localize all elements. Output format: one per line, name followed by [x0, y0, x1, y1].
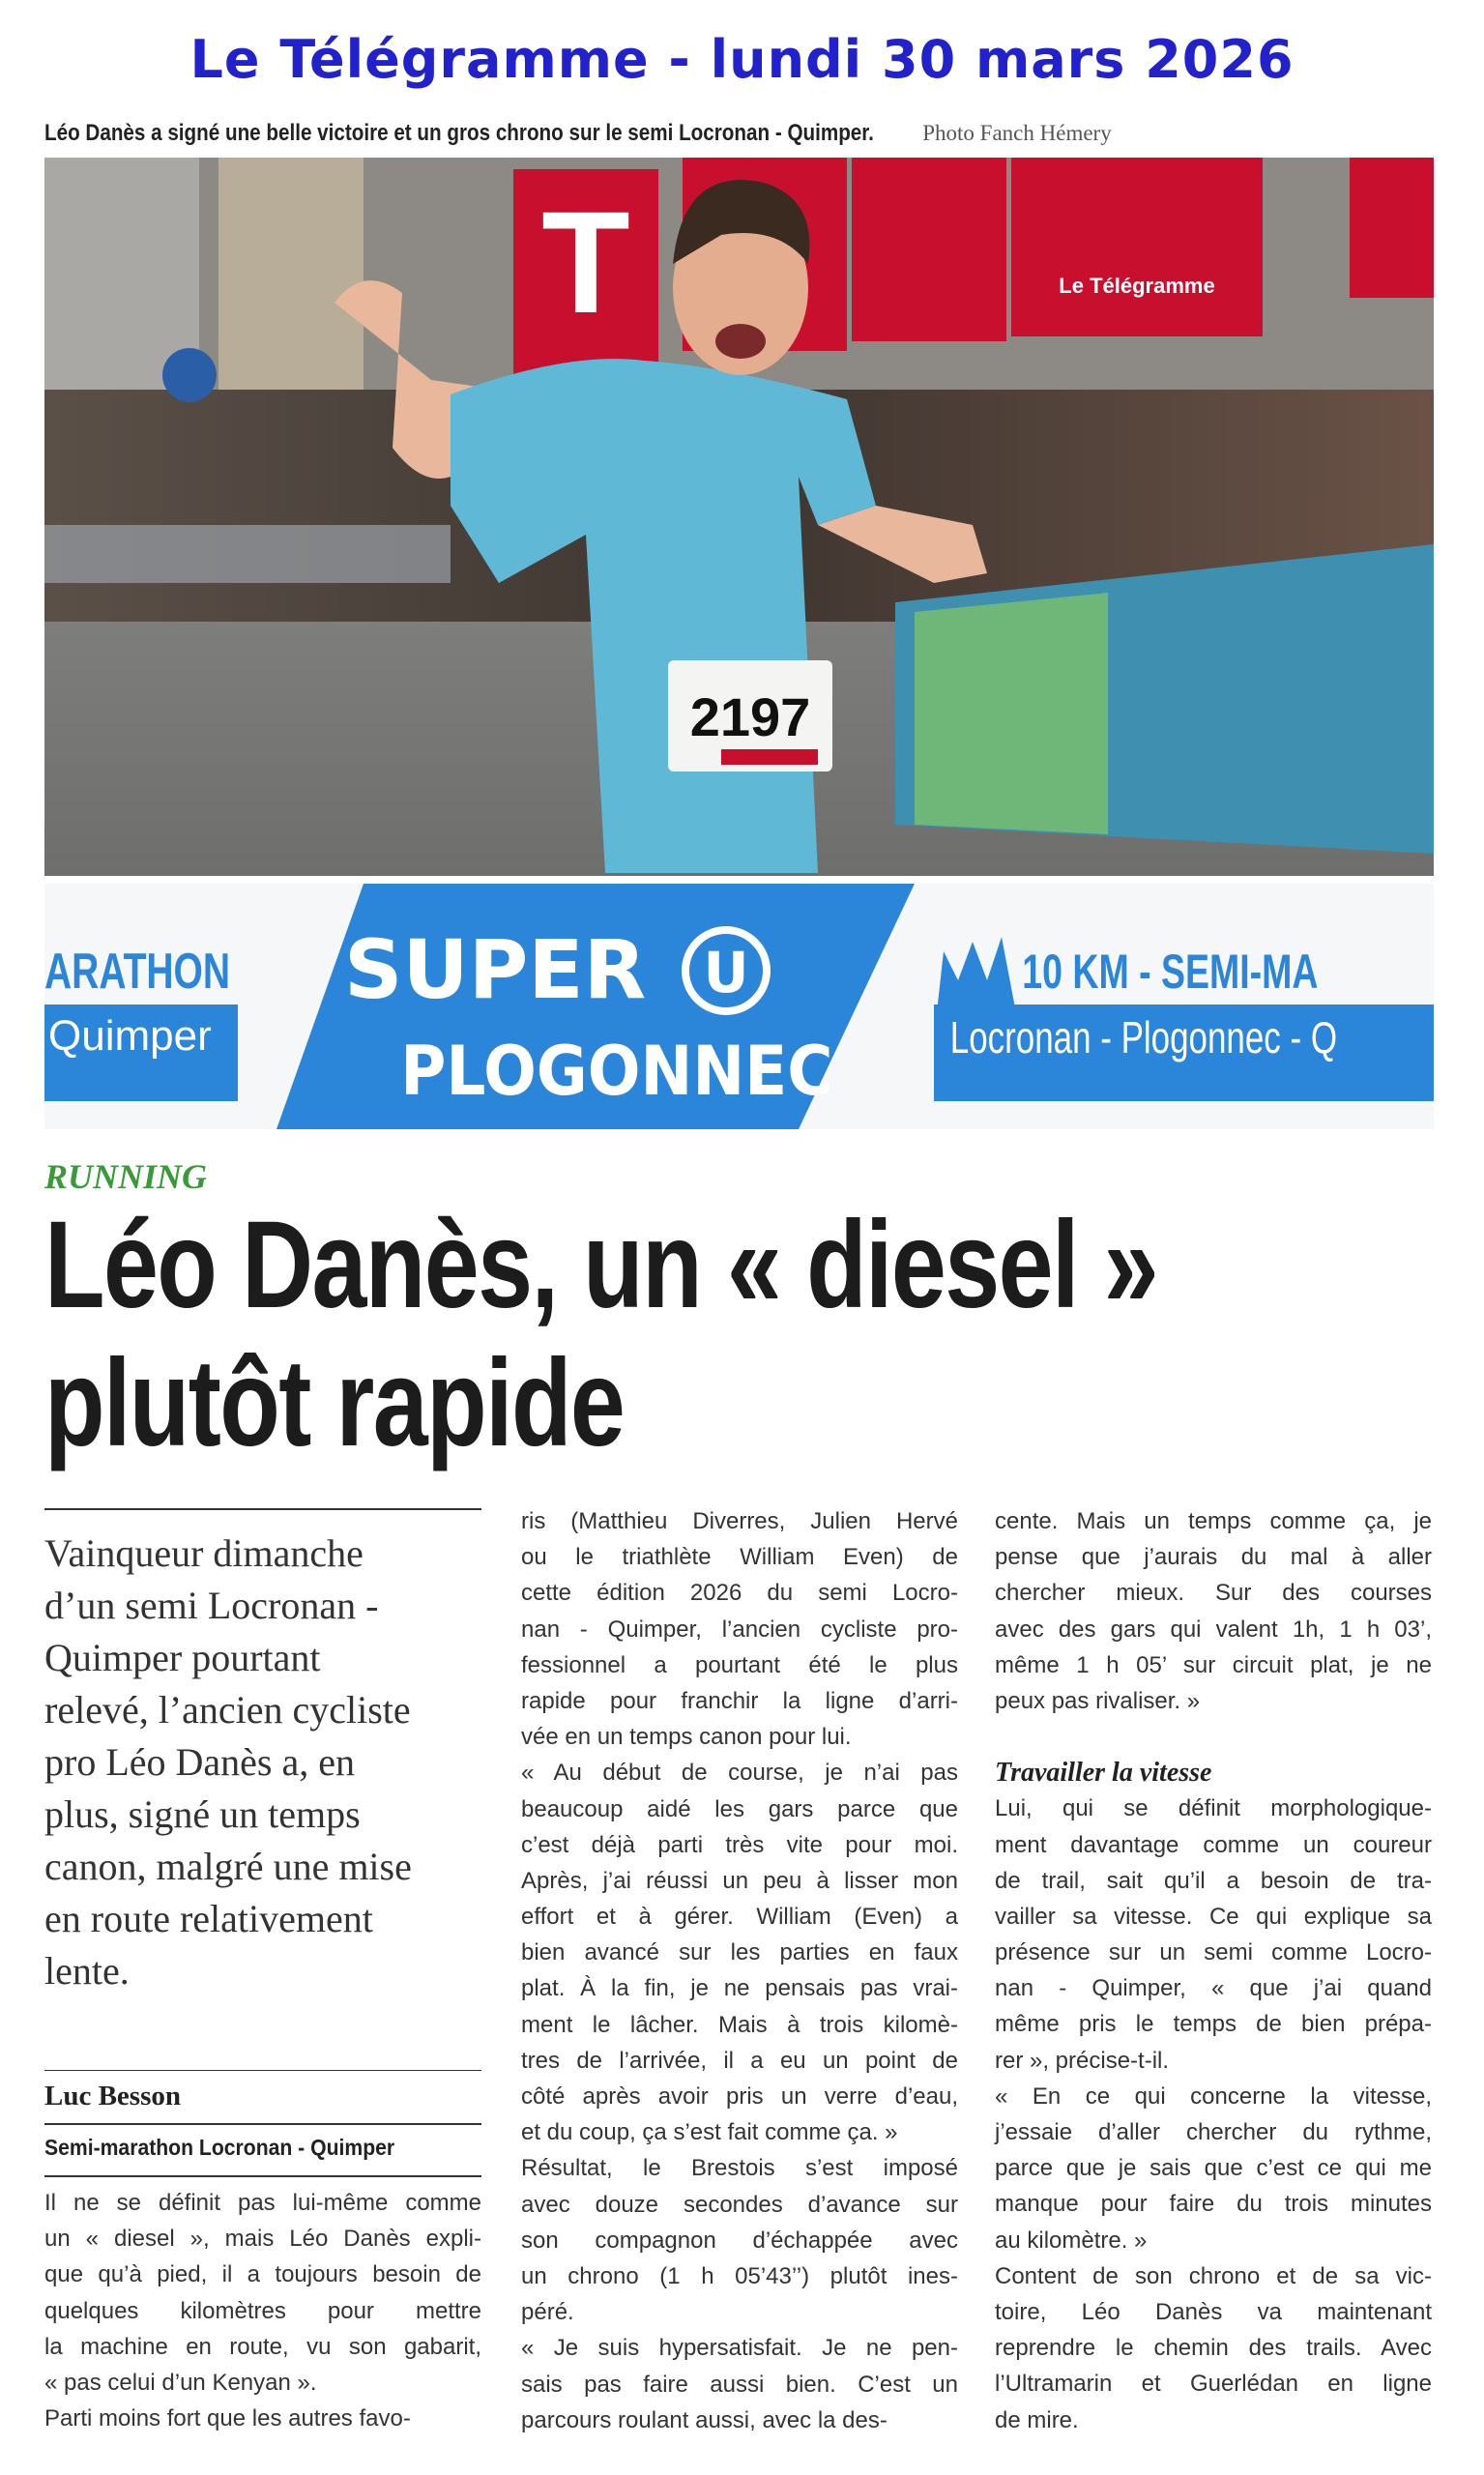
text-line: même 1 h 05’ sur circuit plat, je ne [995, 1651, 1432, 1678]
banner-center-line1: SUPER [344, 922, 647, 1017]
sign-letter: T [541, 181, 630, 343]
text-line: plat. À la fin, je ne pensais pas vrai- [521, 1975, 958, 2002]
banner-right-line1: 10 KM - SEMI-MA [1022, 945, 1319, 1000]
lead-line: lente. [44, 1949, 130, 1993]
headline-line2: plutôt rapide [44, 1334, 625, 1472]
event-name: Semi-marathon Locronan - Quimper [44, 2135, 395, 2160]
banner-center-line2: PLOGONNEC [400, 1032, 833, 1111]
text-line: « Au début de course, je n’ai pas [521, 1760, 958, 1787]
article-column-1 [44, 2185, 481, 2436]
text-line: l’Ultramarin et Guerlédan en ligne [995, 2371, 1432, 2398]
text-line: de trail, sait qu’il a besoin de tra- [995, 1867, 1432, 1894]
banner-left-line1: ARATHON [44, 942, 231, 1000]
text-line: ris (Matthieu Diverres, Julien Hervé [521, 1508, 958, 1534]
text-line: effort et à gérer. William (Even) a [521, 1904, 958, 1931]
banner-right-line2: Locronan - Plogonnec - Q [949, 1012, 1338, 1063]
lead-line: relevé, l’ancien cycliste [44, 1688, 411, 1732]
text-line: un « diesel », mais Léo Danès expli- [44, 2226, 481, 2253]
lead-line: d’un semi Locronan - [44, 1584, 379, 1627]
text-line: au kilomètre. » [995, 2227, 1148, 2254]
text-line: avec douze secondes d’avance sur [521, 2191, 958, 2218]
text-line: son compagnon d’échappée avec [521, 2227, 958, 2254]
divider [44, 2123, 481, 2125]
lead-line: plus, signé un temps [44, 1792, 361, 1836]
text-line: manque pour faire du trois minutes [995, 2191, 1432, 2218]
text-line: nan - Quimper, l’ancien cycliste pro- [521, 1616, 958, 1643]
text-line: parcours roulant aussi, avec la des- [521, 2406, 887, 2433]
subheading: Travailler la vitesse [995, 1758, 1212, 1789]
text-line: c’est déjà parti très vite pour moi. [521, 1831, 958, 1858]
text-line: peux pas rivaliser. » [995, 1687, 1201, 1714]
text-line: ment le lâcher. Mais à trois kilomè- [521, 2011, 958, 2038]
road-sign [162, 348, 217, 402]
photo-credit: Photo Fanch Hémery [922, 121, 1112, 145]
sign-text: Le Télégramme [1059, 274, 1215, 298]
text-line: « En ce qui concerne la vitesse, [995, 2082, 1432, 2110]
text-line: sais pas faire aussi bien. C’est un [521, 2371, 958, 2398]
text-line: fessionnel a pourtant été le plus [521, 1651, 958, 1678]
text-line: reprendre le chemin des trails. Avec [995, 2335, 1432, 2362]
text-line: péré. [521, 2299, 574, 2326]
banner-left-line2: Quimper [48, 1012, 212, 1060]
text-line: « pas celui d’un Kenyan ». [44, 2369, 317, 2396]
text-line: la machine en route, vu son gabarit, [44, 2333, 481, 2360]
divider [44, 1508, 481, 1510]
article-column-3 [995, 1503, 1432, 2438]
text-line: quelques kilomètres pour mettre [44, 2297, 481, 2324]
text-line: présence sur un semi comme Locro- [995, 1939, 1432, 1966]
article-photo [44, 158, 1434, 876]
text-line: Résultat, le Brestois s’est imposé [521, 2155, 958, 2182]
text-line: que qu’à pied, il a toujours besoin de [44, 2261, 481, 2288]
text-line: cette édition 2026 du semi Locro- [521, 1580, 958, 1607]
text-line: ou le triathlète William Even) de [521, 1544, 958, 1571]
article-lead [44, 1528, 481, 1997]
page-title: Le Télégramme - lundi 30 mars 2026 [189, 29, 1295, 90]
text-line: ment davantage comme un coureur [995, 1831, 1432, 1858]
article-column-2 [521, 1503, 958, 2438]
text-line: un chrono (1 h 05’43’’) plutôt ines- [521, 2262, 958, 2289]
lead-line: Vainqueur dimanche [44, 1531, 364, 1575]
rubric: RUNNING [44, 1157, 208, 1196]
text-line: même pris le temps de bien prépa- [995, 2011, 1432, 2038]
photo-caption [44, 120, 1112, 147]
headline-line1: Léo Danès, un « diesel » [44, 1196, 1157, 1334]
svg-text:U: U [703, 940, 749, 1005]
text-line: rapide pour franchir la ligne d’arri- [521, 1687, 958, 1714]
author-byline: Luc Besson [44, 2081, 182, 2111]
text-line: Content de son chrono et de sa vic- [995, 2262, 1432, 2289]
text-line: tres de l’arrivée, il a eu un point de [521, 2047, 958, 2074]
text-line: vailler sa vitesse. Ce qui explique sa [995, 1903, 1432, 1930]
text-line: j’essaie d’aller chercher du rythme, [995, 2119, 1432, 2146]
text-line: nan - Quimper, « que j’ai quand [995, 1975, 1432, 2002]
divider [44, 2070, 481, 2071]
text-line: avec des gars qui valent 1h, 1 h 03’, [995, 1616, 1432, 1643]
lead-line: en route relativement [44, 1897, 373, 1940]
text-line: rer », précise-t-il. [995, 2047, 1170, 2074]
text-line: de mire. [995, 2406, 1079, 2433]
text-line: chercher mieux. Sur des courses [995, 1580, 1432, 1607]
barrier [44, 525, 451, 583]
text-line: beaucoup aidé les gars parce que [521, 1795, 958, 1822]
divider [44, 2175, 481, 2177]
text-line: vée en un temps canon pour lui. [521, 1724, 852, 1751]
text-line: toire, Léo Danès va maintenant [995, 2298, 1432, 2325]
text-line: Après, j’ai réussi un peu à lisser mon [521, 1867, 958, 1894]
text-line: côté après avoir pris un verre d’eau, [521, 2083, 958, 2110]
finish-banner [44, 884, 1434, 1129]
text-line: et du coup, ça s’est fait comme ça. » [521, 2119, 898, 2146]
caption-text: Léo Danès a signé une belle victoire et un gros chrono sur le semi Locronan - Quimper. [44, 120, 874, 146]
lead-line: Quimper pourtant [44, 1636, 321, 1679]
lead-line: canon, malgré une mise [44, 1845, 412, 1888]
text-line: Lui, qui se définit morphologique- [995, 1795, 1432, 1822]
bib-number: 2197 [689, 686, 811, 747]
text-line: cente. Mais un temps comme ça, je [995, 1508, 1432, 1534]
lead-line: pro Léo Danès a, en [44, 1740, 355, 1784]
text-line: Il ne se définit pas lui-même comme [44, 2190, 481, 2216]
text-line: bien avancé sur les parties en faux [521, 1939, 958, 1966]
text-line: Parti moins fort que les autres favo- [44, 2405, 411, 2432]
text-line: parce que je sais que c’est ce qui me [995, 2155, 1432, 2182]
text-line: « Je suis hypersatisfait. Je ne pen- [521, 2335, 958, 2362]
text-line: pense que j’aurais du mal à aller [995, 1544, 1432, 1571]
